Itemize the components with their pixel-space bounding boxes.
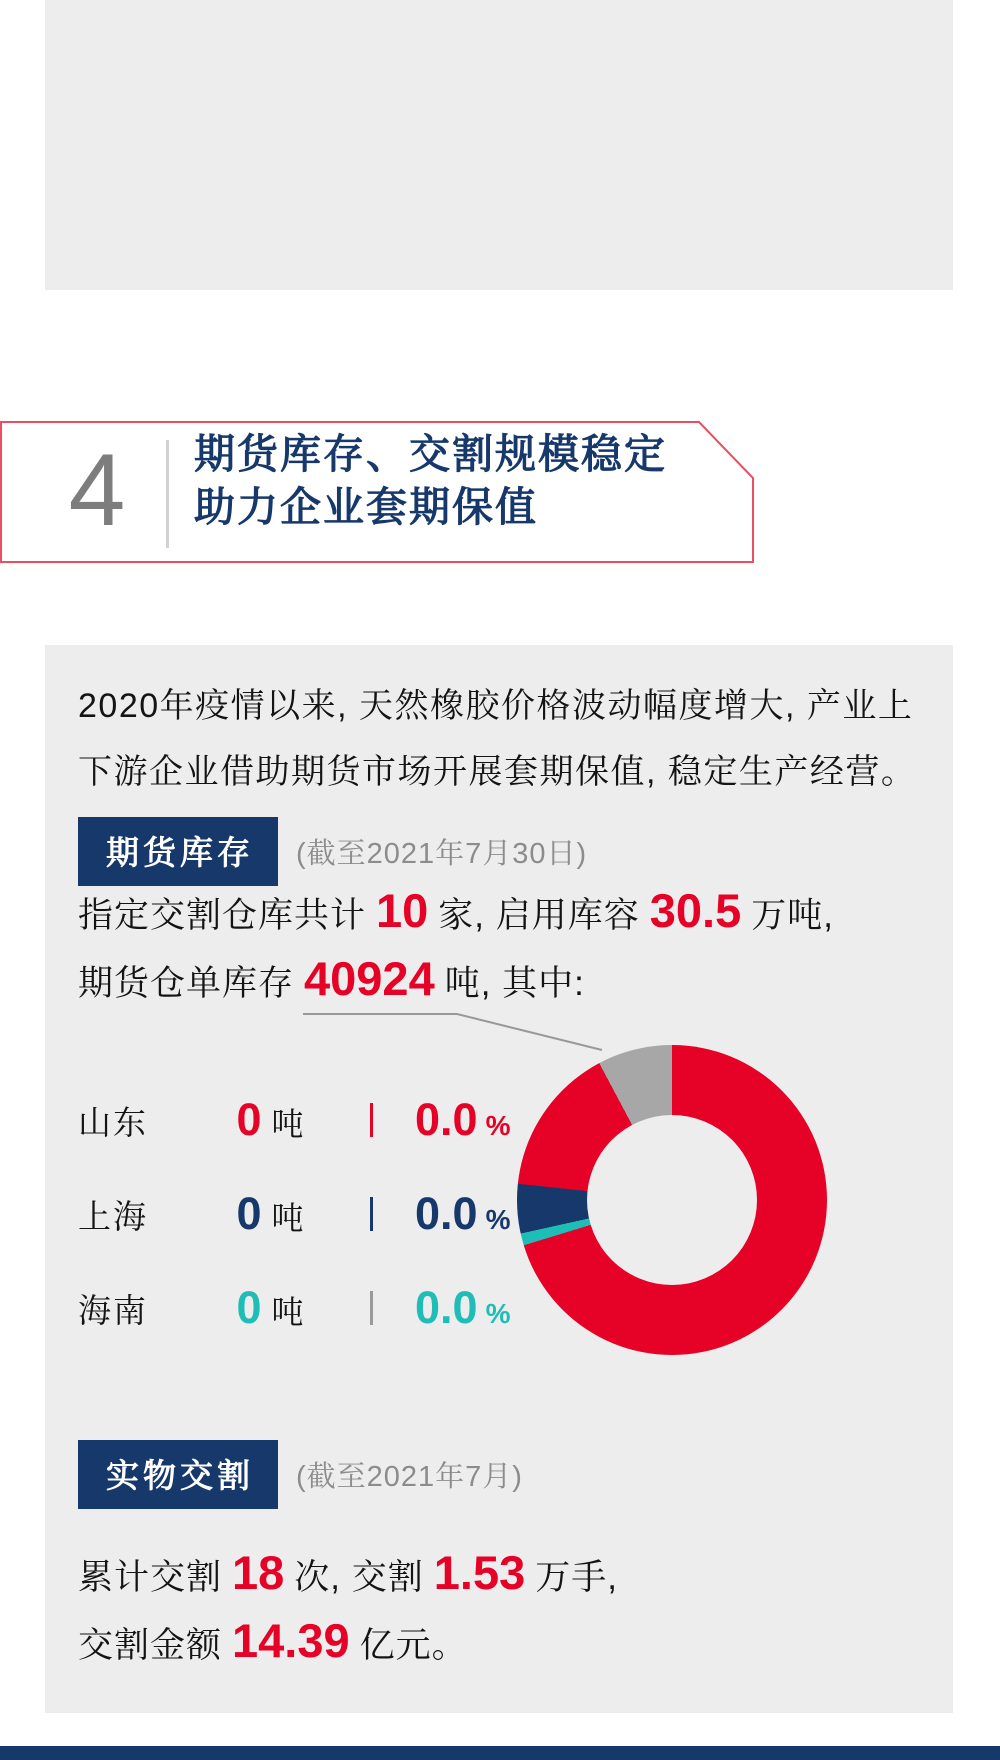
delivery-date-note: (截至2021年7月)	[296, 1461, 523, 1493]
header-divider	[166, 440, 169, 548]
tons-unit: 吨	[271, 1106, 304, 1142]
percent-sign: %	[485, 1110, 511, 1141]
delivery-amount-value: 14.39	[232, 1614, 350, 1667]
section-title-line1: 期货库存、交割规模稳定	[194, 431, 667, 477]
stat-text: 吨, 其中:	[444, 964, 585, 1003]
tons-unit: 吨	[271, 1200, 304, 1236]
legend-divider	[370, 1103, 373, 1137]
intro-line2: 下游企业借助期货市场开展套期保值, 稳定生产经营。	[78, 753, 917, 791]
inventory-date-note: (截至2021年7月30日)	[296, 838, 588, 870]
region-label: 海南	[78, 1291, 148, 1329]
inventory-stat-line1	[78, 883, 834, 938]
stat-text: 亿元。	[359, 1626, 468, 1665]
value-group	[170, 1282, 370, 1334]
intro-paragraph	[78, 673, 938, 805]
percent-sign: %	[485, 1204, 511, 1235]
stat-text: 交割金额	[78, 1626, 223, 1665]
legend-divider	[370, 1291, 373, 1325]
intro-line1: 2020年疫情以来, 天然橡胶价格波动幅度增大, 产业上	[78, 687, 914, 725]
section-title-line2: 助力企业套期保值	[194, 484, 538, 530]
value-group	[170, 1094, 370, 1146]
stat-text: 次, 交割	[294, 1558, 424, 1597]
stat-text: 期货仓单库存	[78, 964, 295, 1003]
section-title	[194, 428, 667, 534]
stat-text: 指定交割仓库共计	[78, 896, 367, 935]
section-number: 4	[68, 433, 126, 547]
tons-value: 0	[236, 1188, 262, 1239]
capacity-value: 30.5	[649, 884, 742, 937]
percent-sign: %	[485, 1298, 511, 1329]
legend-row-hainan	[78, 1277, 578, 1339]
delivery-lots-value: 1.53	[433, 1546, 526, 1599]
pct-group	[415, 1188, 510, 1240]
inventory-badge: 期货库存	[78, 817, 278, 886]
legend-row-shanghai	[78, 1183, 578, 1245]
pct-group	[415, 1094, 510, 1146]
tons-unit: 吨	[271, 1294, 304, 1330]
delivery-stat-line2	[78, 1613, 468, 1668]
top-gray-block	[45, 0, 953, 290]
content-panel	[45, 645, 953, 1713]
tons-value: 0	[236, 1282, 262, 1333]
legend-divider	[370, 1197, 373, 1231]
stat-text: 万手,	[535, 1558, 618, 1597]
delivery-badge: 实物交割	[78, 1440, 278, 1509]
delivery-badge-row	[78, 1440, 523, 1509]
stat-text: 家, 启用库容	[438, 896, 640, 935]
callout-leader-line	[295, 1000, 625, 1060]
bottom-navy-bar	[0, 1746, 1000, 1760]
inventory-stat-line2	[78, 951, 585, 1006]
pct-value: 0.0	[415, 1282, 478, 1333]
pct-value: 0.0	[415, 1094, 478, 1145]
inventory-badge-row	[78, 817, 587, 886]
leader-line	[303, 1014, 602, 1050]
warrant-stock-value: 40924	[304, 952, 435, 1005]
warehouse-count-value: 10	[376, 884, 429, 937]
region-label: 山东	[78, 1103, 148, 1141]
donut-hole	[587, 1115, 757, 1285]
value-group	[170, 1188, 370, 1240]
stat-text: 累计交割	[78, 1558, 223, 1597]
delivery-times-value: 18	[232, 1546, 285, 1599]
delivery-stat-line1	[78, 1545, 618, 1600]
legend-row-shandong	[78, 1089, 578, 1151]
stat-text: 万吨,	[751, 896, 834, 935]
pct-value: 0.0	[415, 1188, 478, 1239]
tons-value: 0	[236, 1094, 262, 1145]
pct-group	[415, 1282, 510, 1334]
region-label: 上海	[78, 1197, 148, 1235]
donut-chart	[517, 1045, 827, 1355]
